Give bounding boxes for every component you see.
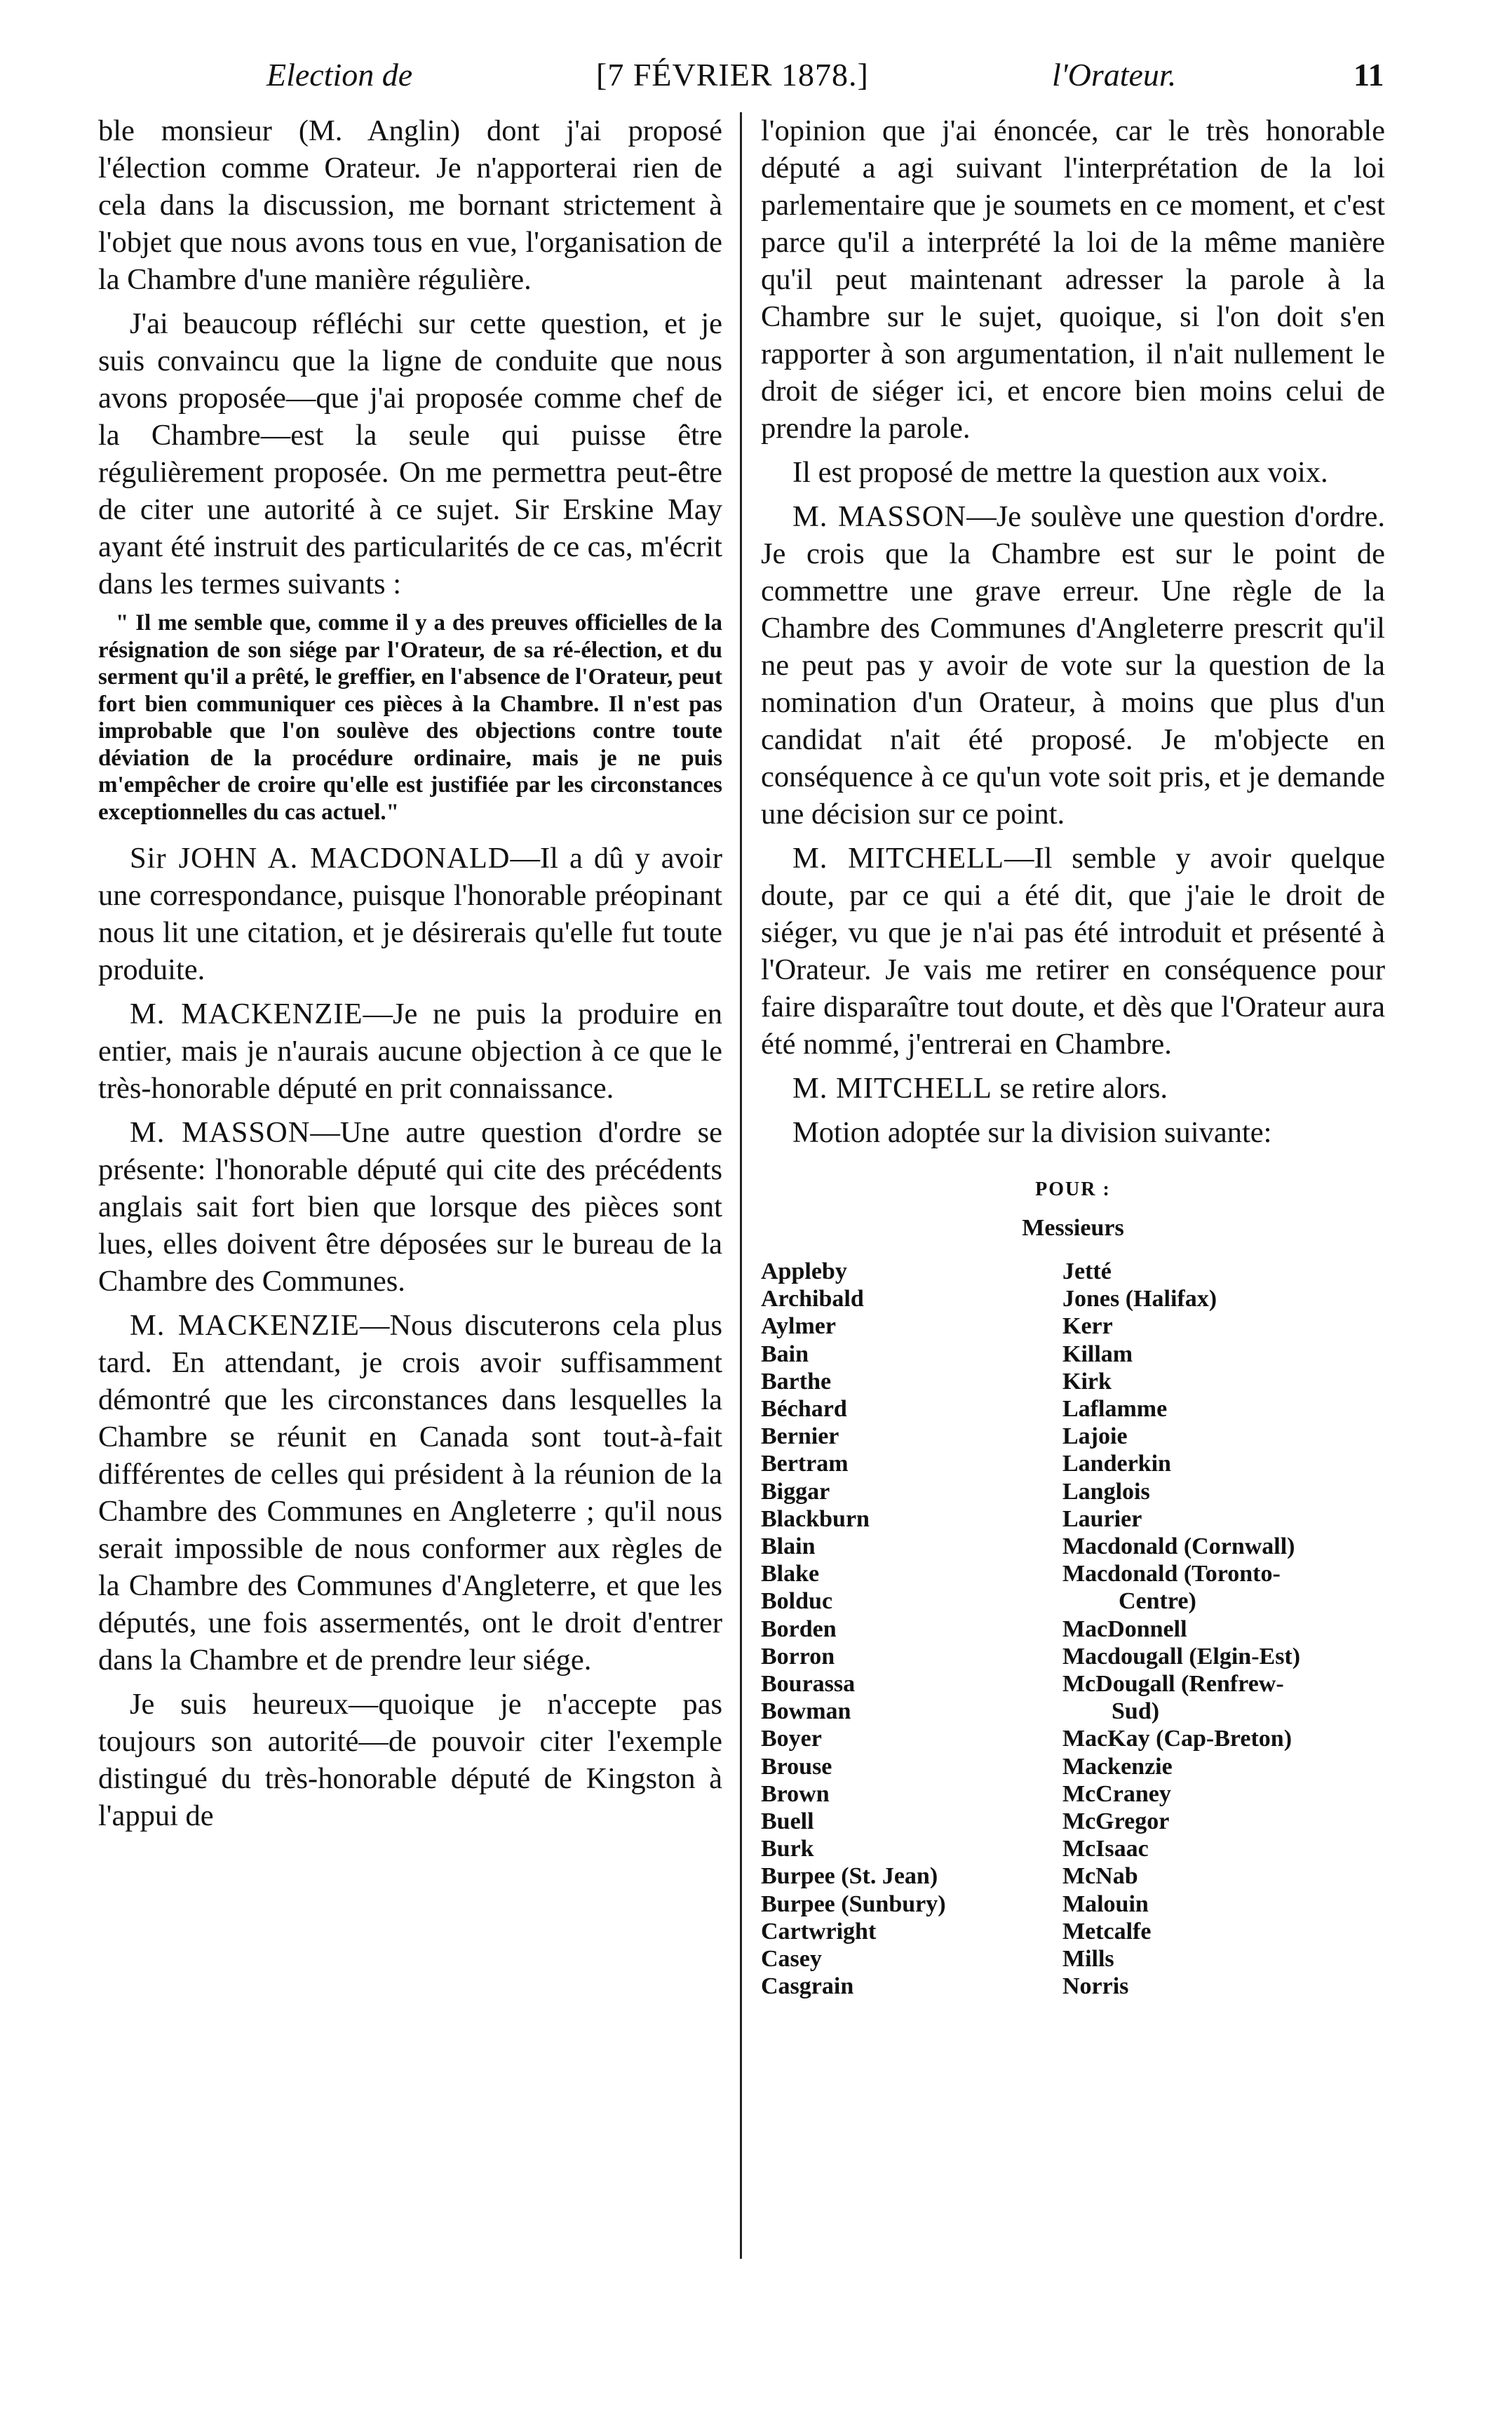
paragraph: Motion adoptée sur la division suivante: [792,1116,1272,1149]
member-name: Bowman [761,1698,851,1725]
member-name: Lajoie [1062,1423,1128,1450]
member-name: Laurier [1062,1505,1142,1532]
paragraph: l'opinion que j'ai énoncée, car le très honorable député a agi suivant l'interprétation de la loi parlementaire que je soumets en ce moment, et c'est parce qu'il a interprété la loi de la même manière qu'il peut maintenant adresser la parole à la Chambre sur le sujet, quoique, si l'on doit s'en rapporter à son argumentation, il n'ait nullement le droit de siéger ici, et encore bien moins celui de prendre la parole. [761,114,1385,445]
member-name: Cartwright [761,1918,877,1945]
vote-subheading: Messieurs [1022,1215,1124,1241]
speech-text: —Une autre question d'ordre se présente: l'honorable député qui cite des précédents anglais sait fort bien que lorsque des pièces sont lues, elles doivent être déposées sur le bureau de la Chambre des Communes. [98,1116,722,1298]
speech-text: —Il semble y avoir quelque doute, par ce qui a été dit, que j'aie le droit de siéger, vu que je n'ai pas été introduit et présenté à l'Orateur. Je vais me retirer en conséquence pour faire disparaître tout doute, et dès que l'Orateur aura été nommé, j'entrerai en Chambre. [761,842,1385,1061]
speech-paragraph [761,498,1385,833]
member-name: Mackenzie [1062,1753,1173,1780]
member-name: Laflamme [1062,1396,1168,1423]
member-name: Malouin [1062,1890,1149,1917]
member-name: Brouse [761,1753,832,1780]
column-divider [740,112,742,2259]
speaker-name: Sir JOHN A. MACDONALD [130,842,511,875]
block-quote: " Il me semble que, comme il y a des preuves officielles de la résignation de son siége par l'Orateur, de sa ré-élection, et du serment qu'il a prêté, le greffier, en l'absence de l'Orateur, peut fort bien communiquer ces pièces à la Chambre. Il n'est pas improbable que l'on soulève des objections contre toute déviation de la procédure ordinaire, mais je ne puis m'empêcher de croire qu'elle est justifiée par les circonstances exceptionnelles du cas actuel." [98,610,722,825]
member-name: McGregor [1062,1808,1170,1835]
speech-paragraph [98,840,722,988]
member-name: Casgrain [761,1973,854,2000]
member-name: Langlois [1062,1478,1150,1505]
member-name: Jones (Halifax) [1062,1286,1217,1312]
member-name: Casey [761,1946,822,1973]
names-list-2 [1062,1258,1385,2000]
member-name: Boyer [761,1726,822,1752]
member-name: Buell [761,1808,814,1835]
member-name: Burpee (Sunbury) [761,1890,946,1917]
speech-text: —Il a dû y avoir une correspondance, puisque l'honorable préopinant nous lit une citation, et je désirerais qu'elle fut toute produite. [98,842,723,986]
member-name: Béchard [761,1396,847,1423]
member-name: Burpee (St. Jean) [761,1863,938,1890]
speech-paragraph [98,1114,722,1300]
paragraph: J'ai beaucoup réfléchi sur cette question, et je suis convaincu que la ligne de conduite que nous avons proposée—que j'ai proposée comme chef de la Chambre—est la seule qui puisse être régulièrement proposée. On me permettra peut-être de citer une autorité à ce sujet. Sir Erskine May ayant été instruit des particularités de ce cas, m'écrit dans les termes suivants : [98,307,722,600]
member-name: MacKay (Cap-Breton) [1062,1726,1292,1752]
member-name: Kerr [1062,1313,1113,1340]
member-name: Appleby [761,1258,847,1284]
member-name: Bain [761,1341,809,1367]
paragraph: Il est proposé de mettre la question aux voix. [792,456,1328,489]
member-name: Metcalfe [1062,1918,1152,1945]
paragraph: ble monsieur (M. Anglin) dont j'ai proposé l'élection comme Orateur. Je n'apporterai rien de cela dans la discussion, me bornant strictement à l'objet que nous avons tous en vue, l'organisation de la Chambre d'une manière régulière. [98,114,722,296]
member-name: McDougall (Renfrew- [1062,1671,1284,1698]
member-name: Centre) [1119,1588,1196,1615]
member-name: Norris [1062,1973,1129,2000]
speech-paragraph [98,1307,722,1679]
member-name: Archibald [761,1286,864,1312]
member-name: McIsaac [1062,1836,1149,1862]
member-name: Jetté [1062,1258,1112,1284]
member-name: Landerkin [1062,1451,1171,1477]
speaker-name: M. MITCHELL [792,842,1004,875]
speech-paragraph [98,995,722,1107]
member-name: Borden [761,1616,837,1642]
speaker-name: M. MACKENZIE [130,998,363,1030]
speaker-name: M. MASSON [130,1116,311,1149]
member-name: Brown [761,1780,830,1807]
member-name: McCraney [1062,1780,1171,1807]
member-name: Bertram [761,1451,849,1477]
member-name: Bolduc [761,1588,833,1615]
left-column [98,112,722,1841]
member-name: Bernier [761,1423,839,1450]
member-name: Biggar [761,1478,830,1505]
member-name: Barthe [761,1368,832,1395]
speaker-name: M. MITCHELL [792,1072,992,1105]
speech-text: —Nous discuterons cela plus tard. En attendant, je crois avoir suffisamment démontré que les circonstances dans lesquelles la Chambre se réunit en Canada sont tout-à-fait différentes de celles qui président à la réunion de la Chambre des Communes en Angleterre ; qu'il nous serait impossible de nous conformer aux règles de la Chambre des Communes d'Angleterre, et que les députés, une fois assermentés, ont le droit d'entrer dans la Chambre et de prendre leur siége. [98,1309,722,1677]
member-name: Macdougall (Elgin-Est) [1062,1643,1301,1670]
speech-text: —Je ne puis la produire en entier, mais je n'aurais aucune objection à ce que le très-honorable député en prit connaissance. [98,998,722,1105]
member-name: McNab [1062,1863,1138,1890]
member-name: Blain [761,1533,816,1560]
vote-heading: POUR : [1035,1178,1111,1200]
running-head-right: l'Orateur. [1052,57,1177,93]
speech-text: se retire alors. [992,1072,1168,1105]
member-name: Kirk [1062,1368,1112,1395]
member-name: Macdonald (Toronto- [1062,1561,1281,1587]
member-name: Macdonald (Cornwall) [1062,1533,1295,1560]
speech-paragraph [761,1070,1385,1107]
member-name: Mills [1062,1946,1114,1973]
member-name: Borron [761,1643,835,1670]
paragraph: Je suis heureux—quoique je n'accepte pas toujours son autorité—de pouvoir citer l'exemple distingué du très-honorable député de Kingston à l'appui de [98,1688,722,1832]
right-column [761,112,1385,2000]
page-number: 11 [1354,57,1384,93]
member-name: Killam [1062,1341,1133,1367]
running-head-left: Election de [266,57,413,93]
speaker-name: M. MASSON [792,500,967,533]
speech-text: —Je soulève une question d'ordre. Je crois que la Chambre est sur le point de commettre une grave erreur. Une règle de la Chambre des Communes d'Angleterre prescrit qu'il ne peut pas y avoir de vote sur la question de la nomination d'un Orateur, à moins que plus d'un candidat n'ait été proposé. Je m'objecte en conséquence à ce qu'un vote soit pris, et je demande une décision sur ce point. [761,500,1385,831]
member-name: MacDonnell [1062,1616,1187,1642]
member-name: Aylmer [761,1313,836,1340]
member-name: Sud) [1112,1698,1160,1725]
member-name: Burk [761,1836,814,1862]
speech-paragraph [761,840,1385,1063]
member-name: Bourassa [761,1671,856,1698]
names-list-1 [761,1258,1062,2000]
member-name: Blackburn [761,1505,870,1532]
member-name: Blake [761,1561,820,1587]
speaker-name: M. MACKENZIE [130,1309,360,1342]
vote-names [761,1258,1385,2000]
running-head-date: [7 FÉVRIER 1878.] [596,57,869,93]
